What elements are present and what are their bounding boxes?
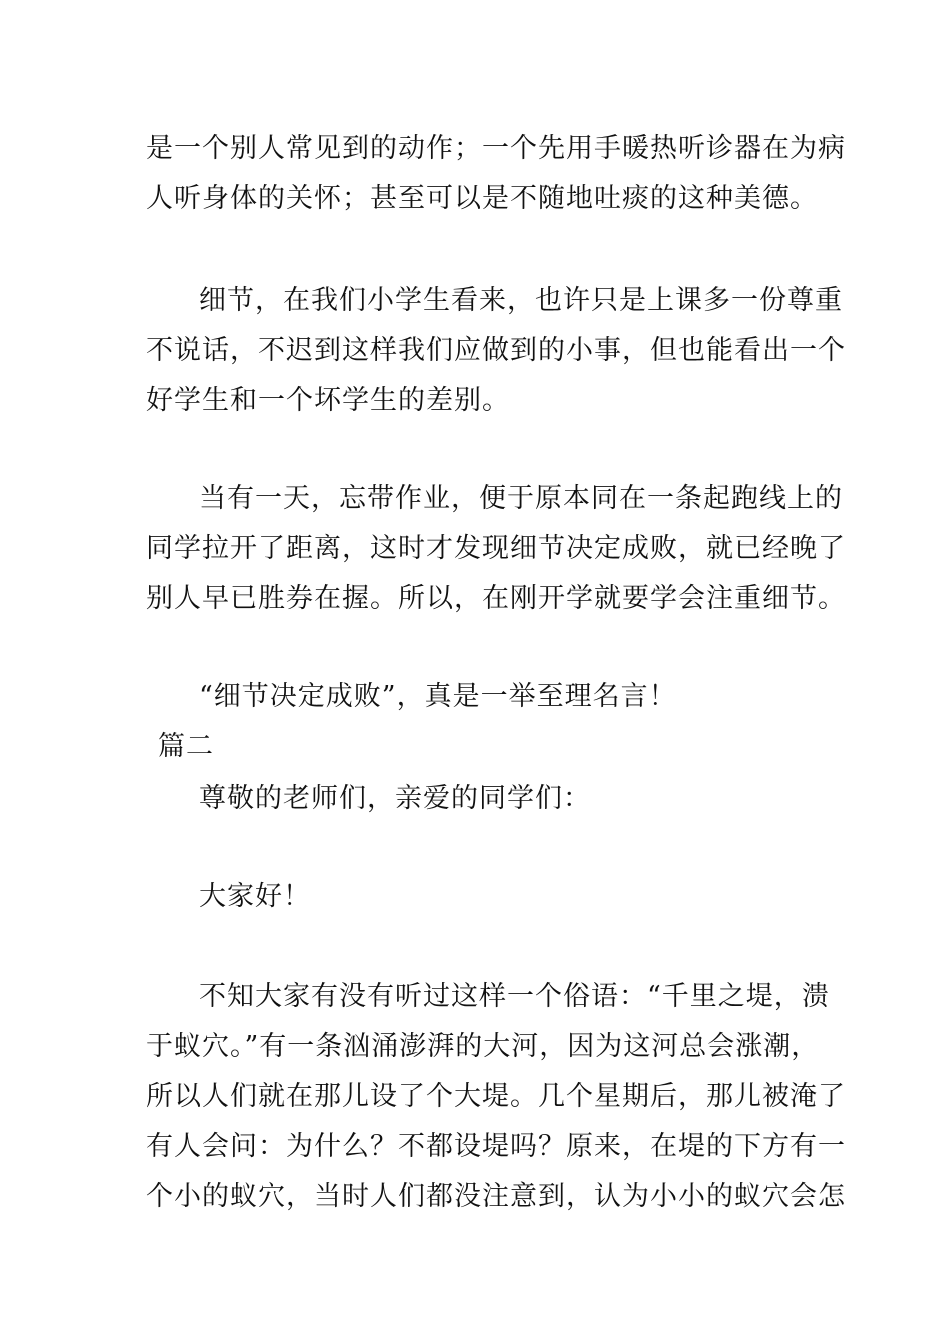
paragraph-first-line: 细节，在我们小学生看来，也许只是上课多一份尊重 [199,285,843,316]
text-line: 是一个别人常见到的动作；一个先用手暖热听诊器在为病 [146,133,846,164]
text-line: 个小的蚁穴，当时人们都没注意到，认为小小的蚁穴会怎 [146,1181,846,1212]
paragraph-first-line: 不知大家有没有听过这样一个俗语：“千里之堤，溃 [199,981,830,1012]
greeting-line: 大家好！ [199,881,311,912]
salutation-line: 尊敬的老师们，亲爱的同学们： [199,783,591,814]
text-line: 所以人们就在那儿设了个大堤。几个星期后，那儿被淹了 [146,1081,846,1112]
text-line: 有人会问：为什么？不都设堤吗？原来，在堤的下方有一 [146,1131,846,1162]
text-line: 好学生和一个坏学生的差别。 [146,385,510,416]
text-line: 同学拉开了距离，这时才发现细节决定成败，就已经晚了 [146,533,846,564]
text-line: 于蚁穴。”有一条汹涌澎湃的大河，因为这河总会涨潮， [146,1031,820,1062]
text-line: 不说话，不迟到这样我们应做到的小事，但也能看出一个 [146,335,846,366]
paragraph-first-line: 当有一天，忘带作业，便于原本同在一条起跑线上的 [199,483,843,514]
section-heading: 篇二 [158,731,214,762]
quote-line: “细节决定成败”，真是一举至理名言！ [199,681,677,712]
text-line: 别人早已胜券在握。所以，在刚开学就要学会注重细节。 [146,583,846,614]
text-line: 人听身体的关怀；甚至可以是不随地吐痰的这种美德。 [146,183,818,214]
